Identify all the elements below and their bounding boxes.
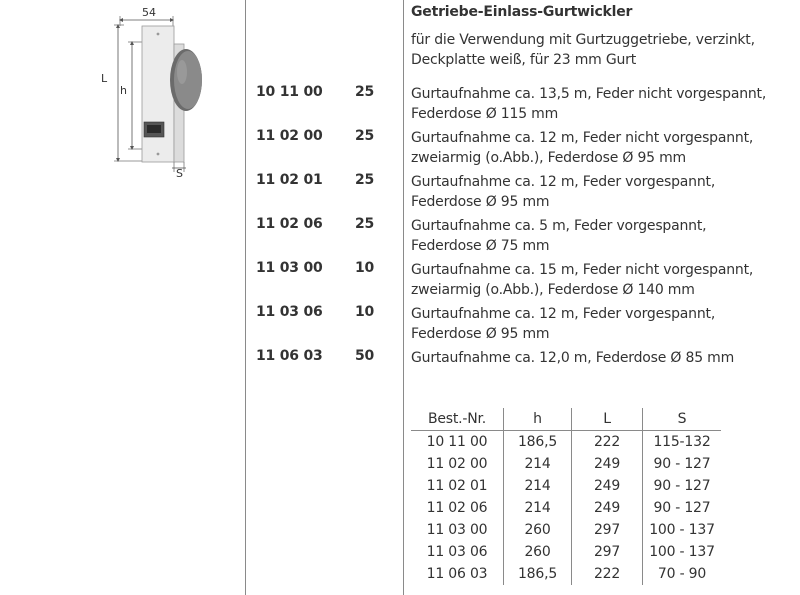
article-description-line: zweiarmig (o.Abb.), Federdose Ø 140 mm (411, 282, 695, 298)
column-header-l: L (572, 408, 643, 431)
article-description-line: Federdose Ø 95 mm (411, 194, 550, 210)
table-cell: 90 - 127 (643, 475, 722, 497)
article-description-line: zweiarmig (o.Abb.), Federdose Ø 95 mm (411, 150, 686, 166)
article-quantity: 10 (355, 260, 375, 276)
article-description (411, 304, 796, 344)
table-cell: 70 - 90 (643, 563, 722, 585)
article-quantity: 25 (355, 128, 375, 144)
table-cell: 11 02 06 (426, 500, 488, 516)
table-cell: 249 (572, 453, 643, 475)
product-intro: für die Verwendung mit Gurtzuggetriebe, verzinkt, Deckplatte weiß, für 23 mm Gurt (411, 32, 755, 68)
article-description-line: Federdose Ø 95 mm (411, 326, 550, 342)
article-description (411, 348, 796, 368)
table-header-row (411, 408, 721, 431)
product-title: Getriebe-Einlass-Gurtwickler (411, 4, 633, 20)
dimensions-table (411, 408, 721, 585)
table-row (411, 453, 721, 475)
table-row (411, 563, 721, 585)
article-description-line: Gurtaufnahme ca. 13,5 m, Feder nicht vorgespannt, (411, 86, 767, 102)
height-label: h (120, 84, 127, 97)
table-cell: 222 (572, 431, 643, 454)
table-cell: 115-132 (643, 431, 722, 454)
article-number: 11 02 06 (256, 216, 323, 232)
table-cell: 214 (504, 497, 572, 519)
article-description-line: Federdose Ø 75 mm (411, 238, 550, 254)
depth-label: S (176, 167, 183, 179)
table-cell: 186,5 (504, 563, 572, 585)
table-row (411, 475, 721, 497)
width-label: 54 (142, 6, 156, 19)
table-cell: 297 (572, 541, 643, 563)
table-row (411, 431, 721, 454)
article-number: 11 03 06 (256, 304, 323, 320)
article-description-line: Federdose Ø 115 mm (411, 106, 559, 122)
table-cell: 260 (504, 519, 572, 541)
table-cell: 100 - 137 (643, 541, 722, 563)
column-divider-right (403, 0, 404, 595)
article-number: 11 02 01 (256, 172, 323, 188)
table-cell: 11 02 01 (426, 478, 488, 494)
table-cell: 260 (504, 541, 572, 563)
article-number: 11 03 00 (256, 260, 323, 276)
article-description (411, 128, 796, 168)
article-description (411, 216, 796, 256)
article-quantity: 25 (355, 84, 375, 100)
column-header-s: S (643, 408, 722, 431)
article-quantity: 50 (355, 348, 375, 364)
table-cell: 11 06 03 (426, 566, 488, 582)
article-description-line: Gurtaufnahme ca. 15 m, Feder nicht vorgespannt, (411, 262, 754, 278)
length-label: L (101, 72, 108, 85)
article-description-line: Gurtaufnahme ca. 12 m, Feder vorgespannt, (411, 174, 716, 190)
article-description (411, 172, 796, 212)
table-cell: 214 (504, 475, 572, 497)
article-number: 11 06 03 (256, 348, 323, 364)
column-header-order-number: Best.-Nr. (411, 408, 504, 431)
table-cell: 186,5 (504, 431, 572, 454)
table-cell: 297 (572, 519, 643, 541)
table-row (411, 519, 721, 541)
table-cell: 10 11 00 (426, 434, 488, 450)
table-cell: 249 (572, 497, 643, 519)
article-description-line: Gurtaufnahme ca. 5 m, Feder vorgespannt, (411, 218, 707, 234)
table-cell: 90 - 127 (643, 453, 722, 475)
article-quantity: 25 (355, 216, 375, 232)
article-description-line: Gurtaufnahme ca. 12 m, Feder nicht vorgespannt, (411, 130, 754, 146)
article-description (411, 84, 796, 124)
table-cell: 249 (572, 475, 643, 497)
table-row (411, 541, 721, 563)
article-number: 10 11 00 (256, 84, 323, 100)
article-quantity: 10 (355, 304, 375, 320)
article-description (411, 260, 796, 300)
column-divider-left (245, 0, 246, 595)
table-cell: 100 - 137 (643, 519, 722, 541)
table-cell: 214 (504, 453, 572, 475)
article-number: 11 02 00 (256, 128, 323, 144)
article-quantity: 25 (355, 172, 375, 188)
table-cell: 11 03 00 (426, 522, 488, 538)
table-cell: 11 02 00 (426, 456, 488, 472)
table-row (411, 497, 721, 519)
article-description-line: Gurtaufnahme ca. 12,0 m, Federdose Ø 85 mm (411, 350, 735, 366)
table-cell: 222 (572, 563, 643, 585)
article-description-line: Gurtaufnahme ca. 12 m, Feder vorgespannt, (411, 306, 716, 322)
table-cell: 11 03 06 (426, 544, 488, 560)
table-cell: 90 - 127 (643, 497, 722, 519)
product-drawing (98, 4, 228, 179)
column-header-h: h (504, 408, 572, 431)
